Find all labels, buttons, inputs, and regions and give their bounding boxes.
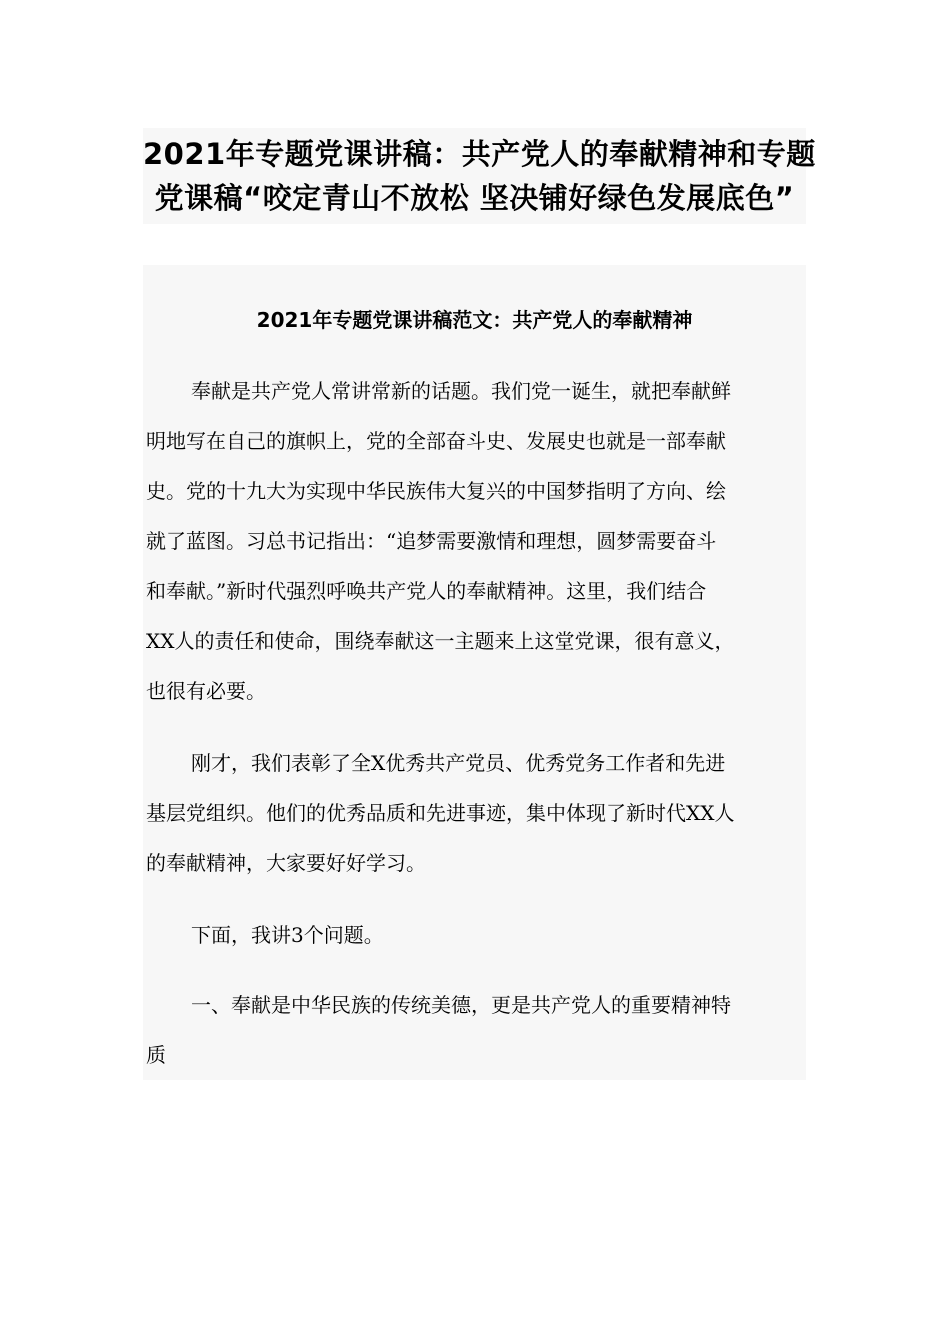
- paragraph-2: [146, 738, 806, 888]
- paragraph-line: 下面，我讲3个问题。: [191, 923, 384, 947]
- title-line-2: 党课稿“咬定青山不放松 坚决铺好绿色发展底色”: [154, 181, 795, 215]
- paragraph-line: XX人的责任和使命，围绕奉献这一主题来上这堂党课，很有意义，: [146, 629, 735, 653]
- paragraph-line: 就了蓝图。习总书记指出：“追梦需要激情和理想，圆梦需要奋斗: [146, 529, 717, 553]
- document-title: [143, 128, 816, 224]
- paragraph-line: 史。党的十九大为实现中华民族伟大复兴的中国梦指明了方向、绘: [146, 479, 726, 503]
- paragraph-line: 一、奉献是中华民族的传统美德，更是共产党人的重要精神特: [191, 993, 731, 1017]
- paragraph-line: 和奉献。”新时代强烈呼唤共产党人的奉献精神。这里，我们结合: [146, 579, 707, 603]
- paragraph-line: 刚才，我们表彰了全X优秀共产党员、优秀党务工作者和先进: [191, 751, 726, 775]
- paragraph-line: 明地写在自己的旗帜上，党的全部奋斗史、发展史也就是一部奉献: [146, 429, 726, 453]
- paragraph-3: [146, 910, 806, 960]
- paragraph-4: [146, 980, 806, 1080]
- paragraph-line: 也很有必要。: [146, 679, 266, 703]
- section-heading: 2021年专题党课讲稿范文：共产党人的奉献精神: [256, 308, 693, 332]
- paragraph-line: 基层党组织。他们的优秀品质和先进事迹，集中体现了新时代XX人: [146, 801, 735, 825]
- title-line-1: 2021年专题党课讲稿：共产党人的奉献精神和专题: [143, 137, 816, 171]
- paragraph-1: [146, 366, 806, 716]
- content-block: [143, 265, 806, 1080]
- paragraph-line: 奉献是共产党人常讲常新的话题。我们党一诞生，就把奉献鲜: [191, 379, 731, 403]
- paragraph-line: 质: [146, 1043, 166, 1067]
- paragraph-line: 的奉献精神，大家要好好学习。: [146, 851, 426, 875]
